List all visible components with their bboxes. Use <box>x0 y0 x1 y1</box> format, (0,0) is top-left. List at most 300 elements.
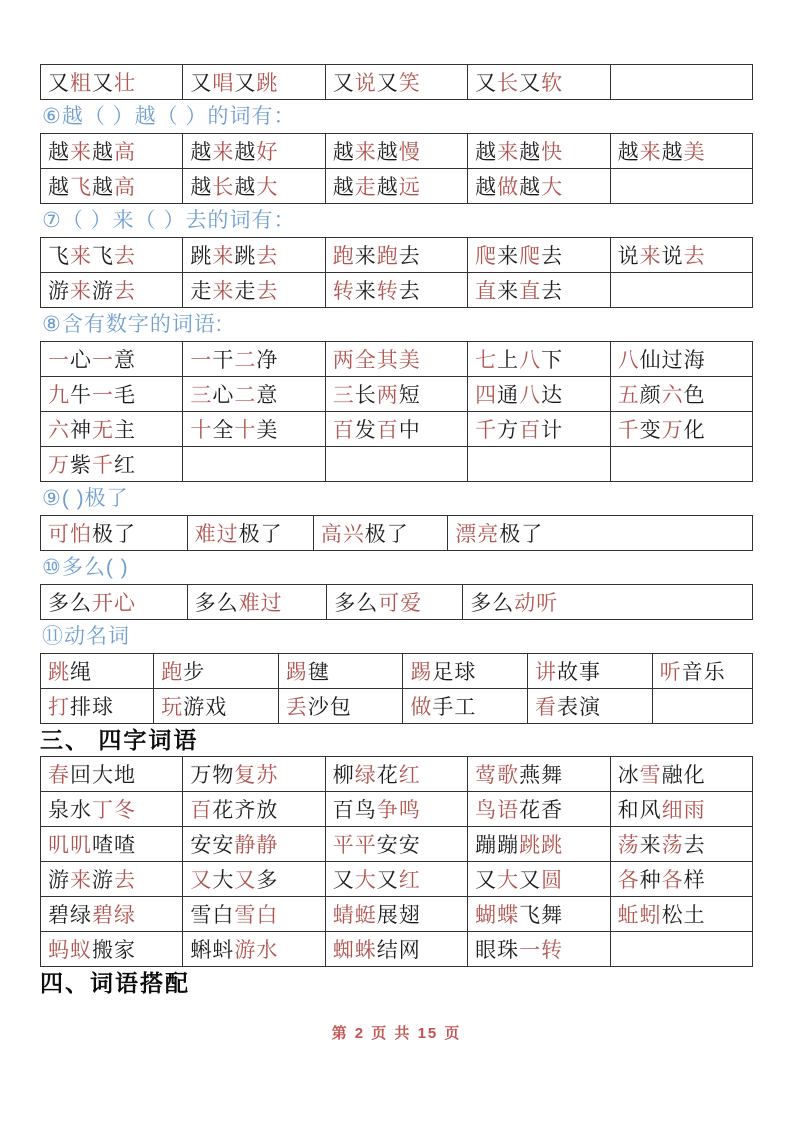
table-row <box>41 932 753 967</box>
word-cell <box>183 897 325 932</box>
word-char: 安 <box>190 834 213 857</box>
word-cell <box>41 412 183 447</box>
word-char: 做 <box>497 176 520 199</box>
word-char: 美 <box>256 419 279 442</box>
word-char: 球 <box>454 661 477 684</box>
word-char: 翅 <box>398 904 421 927</box>
word-char: 么 <box>356 592 379 615</box>
word-cell <box>468 897 610 932</box>
word-char: 亮 <box>477 523 500 546</box>
word-char: 蛛 <box>354 939 377 962</box>
table-row <box>41 897 753 932</box>
word-char: 说 <box>617 245 640 268</box>
word-cell <box>325 412 467 447</box>
word-char: 难 <box>238 592 261 615</box>
word-char: 跳 <box>256 72 279 95</box>
word-cell <box>41 897 183 932</box>
heading-section-four: 四、词语搭配 <box>40 970 190 996</box>
word-char: 极 <box>499 523 522 546</box>
page-number-footer: 第 2 页 共 15 页 <box>331 1025 462 1042</box>
word-cell <box>154 654 279 689</box>
word-char: 千 <box>617 419 640 442</box>
table-row <box>41 516 753 551</box>
word-char: 飞 <box>519 904 542 927</box>
word-char: 极 <box>238 523 261 546</box>
word-char: 百 <box>190 799 213 822</box>
word-char: 丁 <box>92 799 114 822</box>
word-char: 可 <box>48 523 70 546</box>
word-char: 踢 <box>285 661 308 684</box>
word-char: 越 <box>234 141 257 164</box>
word-char: 荡 <box>661 834 684 857</box>
word-cell <box>610 932 752 967</box>
word-char: 家 <box>114 939 136 962</box>
word-char: 来 <box>212 280 235 303</box>
word-char: 长 <box>497 72 520 95</box>
word-char: 越 <box>332 141 355 164</box>
word-char: 歌 <box>497 764 520 787</box>
word-char: 意 <box>256 384 279 407</box>
word-char: 越 <box>92 141 114 164</box>
word-char: 蹦 <box>497 834 520 857</box>
word-cell <box>527 689 652 724</box>
word-char: 蜘 <box>332 939 355 962</box>
word-char: 直 <box>519 280 542 303</box>
word-char: 来 <box>354 245 377 268</box>
word-char: 色 <box>683 384 706 407</box>
table-row <box>41 65 753 100</box>
word-char: 又 <box>519 72 542 95</box>
word-char: 化 <box>683 419 706 442</box>
word-char: 飞 <box>92 245 114 268</box>
word-char: 戏 <box>205 696 228 719</box>
word-cell <box>610 862 752 897</box>
word-char: 八 <box>617 349 640 372</box>
word-char: 冰 <box>617 764 640 787</box>
word-char: 直 <box>475 280 498 303</box>
word-char: 远 <box>398 176 421 199</box>
word-cell <box>652 654 752 689</box>
word-char: 土 <box>683 904 706 927</box>
word-cell <box>41 134 183 169</box>
word-char: 慢 <box>398 141 421 164</box>
word-cell <box>325 273 467 308</box>
word-char: 雪 <box>190 904 213 927</box>
word-char: 五 <box>617 384 640 407</box>
word-char: 绿 <box>354 764 377 787</box>
word-char: 高 <box>114 176 136 199</box>
word-char: 越 <box>661 141 684 164</box>
word-char: 越 <box>376 176 399 199</box>
word-char: 十 <box>190 419 213 442</box>
word-char: 碧 <box>92 904 114 927</box>
word-char: 漂 <box>455 523 478 546</box>
word-char: 去 <box>114 245 136 268</box>
table-row <box>41 169 753 204</box>
word-cell <box>610 897 752 932</box>
word-char: 静 <box>256 834 279 857</box>
word-cell <box>41 273 183 308</box>
word-char: 又 <box>475 869 498 892</box>
word-cell <box>41 342 183 377</box>
word-char: 过 <box>216 523 239 546</box>
word-char: 了 <box>386 523 409 546</box>
word-char: 花 <box>376 764 399 787</box>
word-char: 千 <box>92 454 114 477</box>
word-cell <box>183 273 325 308</box>
word-char: 神 <box>70 419 92 442</box>
table-row <box>41 827 753 862</box>
word-char: 语 <box>497 799 520 822</box>
word-char: 大 <box>256 176 279 199</box>
word-char: 又 <box>376 869 399 892</box>
word-cell <box>325 377 467 412</box>
word-char: 一 <box>519 939 542 962</box>
word-char: 步 <box>183 661 206 684</box>
word-char: 又 <box>519 869 542 892</box>
word-char: 乐 <box>703 661 726 684</box>
word-cell <box>183 377 325 412</box>
word-cell <box>325 169 467 204</box>
word-char: 万 <box>48 454 70 477</box>
word-char: 蚂 <box>48 939 70 962</box>
word-char: 游 <box>48 280 70 303</box>
word-char: 美 <box>683 141 706 164</box>
word-cell <box>468 134 610 169</box>
word-cell <box>610 238 752 273</box>
word-char: 千 <box>475 419 498 442</box>
word-char: 展 <box>376 904 399 927</box>
word-char: 极 <box>92 523 114 546</box>
heading-ji-le: ⑨( )极了 <box>42 487 129 510</box>
table-verb-noun <box>40 653 753 724</box>
word-char: 去 <box>541 245 564 268</box>
word-char: 越 <box>332 176 355 199</box>
word-cell <box>183 792 325 827</box>
word-cell <box>610 447 752 482</box>
word-char: 演 <box>578 696 601 719</box>
word-char: 一 <box>92 384 114 407</box>
word-char: 来 <box>70 245 92 268</box>
word-char: 香 <box>541 799 564 822</box>
word-cell <box>325 342 467 377</box>
word-char: 苏 <box>256 764 279 787</box>
word-char: 了 <box>114 523 136 546</box>
table-lai-qu <box>40 237 753 308</box>
word-char: 游 <box>183 696 206 719</box>
word-char: 走 <box>234 280 257 303</box>
word-char: 下 <box>541 349 564 372</box>
word-char: 排 <box>70 696 92 719</box>
word-char: 大 <box>92 764 114 787</box>
word-char: 九 <box>48 384 70 407</box>
word-char: 二 <box>234 384 257 407</box>
table-ji-le <box>40 515 753 551</box>
word-cell <box>610 134 752 169</box>
word-char: 丢 <box>285 696 308 719</box>
word-char: 飞 <box>70 176 92 199</box>
word-char: 球 <box>92 696 114 719</box>
word-char: 意 <box>114 349 136 372</box>
word-char: 计 <box>541 419 564 442</box>
heading-duome: ⑩多么( ) <box>42 556 129 579</box>
word-cell <box>468 447 610 482</box>
word-cell <box>183 932 325 967</box>
word-char: 飞 <box>48 245 70 268</box>
word-char: 跑 <box>161 661 184 684</box>
word-char: 融 <box>661 764 684 787</box>
word-char: 事 <box>578 661 601 684</box>
word-char: 过 <box>661 349 684 372</box>
word-char: 两 <box>332 349 355 372</box>
word-char: 动 <box>514 592 537 615</box>
word-char: 走 <box>354 176 377 199</box>
word-cell <box>325 932 467 967</box>
word-char: 越 <box>92 176 114 199</box>
word-char: 又 <box>234 72 257 95</box>
word-char: 又 <box>92 72 114 95</box>
word-cell <box>527 654 652 689</box>
word-char: 又 <box>332 72 355 95</box>
word-char: 去 <box>114 869 136 892</box>
word-char: 游 <box>234 939 257 962</box>
word-char: 蜻 <box>332 904 355 927</box>
word-char: 六 <box>48 419 70 442</box>
word-char: 爬 <box>475 245 498 268</box>
word-cell <box>313 516 448 551</box>
word-cell <box>468 792 610 827</box>
word-char: 种 <box>639 869 662 892</box>
word-char: 又 <box>332 869 355 892</box>
word-char: 转 <box>541 939 564 962</box>
word-char: 大 <box>212 869 235 892</box>
word-cell <box>468 412 610 447</box>
word-cell <box>183 412 325 447</box>
word-cell <box>41 689 154 724</box>
word-char: 风 <box>639 799 662 822</box>
word-char: 转 <box>332 280 355 303</box>
table-row <box>41 585 753 620</box>
word-char: 兴 <box>342 523 365 546</box>
word-char: 走 <box>190 280 213 303</box>
word-char: 沙 <box>307 696 330 719</box>
table-row <box>41 412 753 447</box>
word-char: 海 <box>683 349 706 372</box>
word-char: 回 <box>70 764 92 787</box>
word-char: 越 <box>190 141 213 164</box>
word-char: 么 <box>70 592 92 615</box>
word-char: 化 <box>683 764 706 787</box>
word-char: 安 <box>398 834 421 857</box>
word-cell <box>41 792 183 827</box>
word-char: 荡 <box>617 834 640 857</box>
word-cell <box>325 134 467 169</box>
word-cell <box>468 377 610 412</box>
word-char: 去 <box>114 280 136 303</box>
word-char: 长 <box>212 176 235 199</box>
word-char: 多 <box>334 592 357 615</box>
word-char: 越 <box>475 176 498 199</box>
word-char: 网 <box>398 939 421 962</box>
word-cell <box>325 757 467 792</box>
word-char: 雨 <box>683 799 706 822</box>
word-char: 主 <box>114 419 136 442</box>
word-char: 珠 <box>497 939 520 962</box>
word-char: 来 <box>639 834 662 857</box>
word-char: 来 <box>497 141 520 164</box>
word-char: 放 <box>256 799 279 822</box>
word-cell <box>187 516 313 551</box>
table-row <box>41 757 753 792</box>
heading-number-words: ⑧含有数字的词语: <box>42 313 223 336</box>
word-char: 手 <box>432 696 455 719</box>
word-char: 心 <box>114 592 136 615</box>
word-char: 游 <box>48 869 70 892</box>
word-char: 复 <box>234 764 257 787</box>
table-row <box>41 654 753 689</box>
word-char: 去 <box>256 245 279 268</box>
table-number-idioms <box>40 341 753 482</box>
word-char: 跳 <box>234 245 257 268</box>
table-yue-lai-yue <box>40 133 753 204</box>
word-char: 鸟 <box>354 799 377 822</box>
word-char: 喳 <box>114 834 136 857</box>
word-cell <box>325 897 467 932</box>
table-duome <box>40 584 753 620</box>
word-cell <box>41 862 183 897</box>
word-char: 蝌 <box>190 939 213 962</box>
word-char: 大 <box>541 176 564 199</box>
word-char: 音 <box>681 661 704 684</box>
word-cell <box>183 134 325 169</box>
word-char: 又 <box>376 72 399 95</box>
word-cell <box>41 585 188 620</box>
word-char: 一 <box>92 349 114 372</box>
word-cell <box>610 273 752 308</box>
word-char: 紫 <box>70 454 92 477</box>
word-cell <box>41 65 183 100</box>
word-char: 白 <box>212 904 235 927</box>
table-row <box>41 862 753 897</box>
word-cell <box>325 827 467 862</box>
word-cell <box>183 757 325 792</box>
word-char: 难 <box>194 523 217 546</box>
word-char: 听 <box>659 661 682 684</box>
word-char: 蚓 <box>639 904 662 927</box>
word-cell <box>403 654 528 689</box>
word-char: 工 <box>454 696 477 719</box>
word-char: 十 <box>234 419 257 442</box>
word-char: 发 <box>354 419 377 442</box>
word-char: 结 <box>376 939 399 962</box>
word-char: 百 <box>332 799 355 822</box>
word-char: 高 <box>320 523 343 546</box>
word-char: 八 <box>519 384 542 407</box>
word-char: 碧 <box>48 904 70 927</box>
word-char: 高 <box>114 141 136 164</box>
word-char: 怕 <box>70 523 92 546</box>
word-cell <box>278 654 403 689</box>
word-char: 去 <box>541 280 564 303</box>
word-cell <box>610 412 752 447</box>
word-char: 鸟 <box>475 799 498 822</box>
word-char: 游 <box>92 280 114 303</box>
word-cell <box>41 169 183 204</box>
word-cell <box>41 447 183 482</box>
word-char: 来 <box>212 245 235 268</box>
word-char: 齐 <box>234 799 257 822</box>
word-char: 越 <box>617 141 640 164</box>
word-char: 快 <box>541 141 564 164</box>
word-char: 爱 <box>400 592 423 615</box>
word-char: 水 <box>256 939 279 962</box>
word-char: 短 <box>398 384 421 407</box>
word-char: 蝴 <box>475 904 498 927</box>
word-char: 美 <box>398 349 421 372</box>
word-char: 水 <box>70 799 92 822</box>
word-char: 了 <box>521 523 544 546</box>
word-cell <box>468 932 610 967</box>
word-char: 柳 <box>332 764 355 787</box>
word-char: 眼 <box>475 939 498 962</box>
word-char: 多 <box>470 592 493 615</box>
word-cell <box>327 585 463 620</box>
word-cell <box>183 862 325 897</box>
word-char: 蜓 <box>354 904 377 927</box>
word-char: 越 <box>48 176 70 199</box>
word-char: 去 <box>398 245 421 268</box>
word-cell <box>41 757 183 792</box>
word-cell <box>468 238 610 273</box>
word-char: 跑 <box>332 245 355 268</box>
word-char: 细 <box>661 799 684 822</box>
word-cell <box>652 689 752 724</box>
word-cell <box>463 585 753 620</box>
word-char: 干 <box>212 349 235 372</box>
word-char: 春 <box>48 764 70 787</box>
word-char: 颜 <box>639 384 662 407</box>
word-char: 花 <box>519 799 542 822</box>
word-char: 去 <box>398 280 421 303</box>
word-char: 喳 <box>92 834 114 857</box>
word-cell <box>610 757 752 792</box>
word-char: 爬 <box>519 245 542 268</box>
word-char: 故 <box>556 661 579 684</box>
word-char: 来 <box>497 245 520 268</box>
word-char: 平 <box>332 834 355 857</box>
word-char: 各 <box>617 869 640 892</box>
word-char: 跳 <box>541 834 564 857</box>
word-char: 好 <box>256 141 279 164</box>
word-char: 去 <box>683 245 706 268</box>
word-char: 唱 <box>212 72 235 95</box>
word-char: 来 <box>354 280 377 303</box>
table-row <box>41 447 753 482</box>
word-cell <box>610 377 752 412</box>
word-char: 来 <box>639 245 662 268</box>
word-char: 一 <box>190 349 213 372</box>
word-char: 红 <box>114 454 136 477</box>
word-cell <box>41 377 183 412</box>
word-char: 打 <box>48 696 70 719</box>
word-char: 安 <box>376 834 399 857</box>
table-row <box>41 377 753 412</box>
word-cell <box>610 792 752 827</box>
word-char: 心 <box>212 384 235 407</box>
word-char: 蚁 <box>70 939 92 962</box>
word-char: 中 <box>398 419 421 442</box>
word-cell <box>468 65 610 100</box>
